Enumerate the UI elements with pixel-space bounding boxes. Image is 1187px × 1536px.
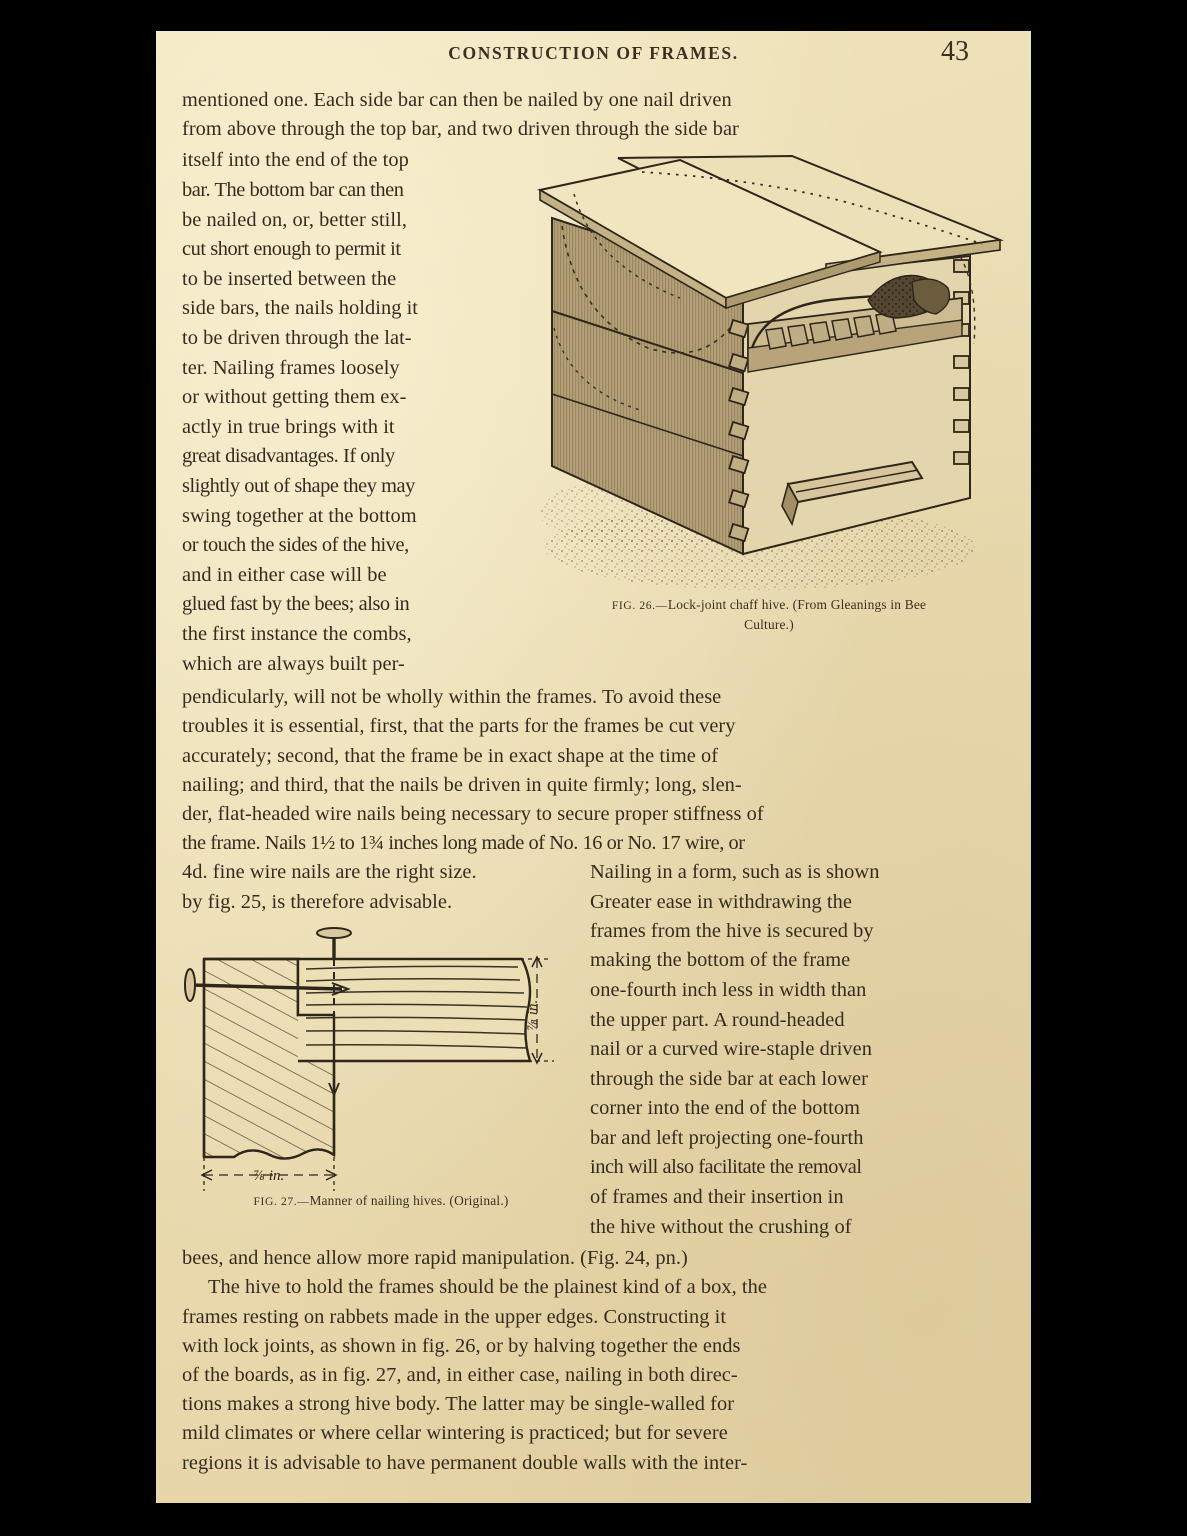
text-line: side bars, the nails holding it: [182, 297, 419, 320]
text-line: mild climates or where cellar wintering is practiced; but for severe: [182, 1422, 728, 1445]
text-line: which are always built per-: [182, 652, 405, 675]
text-line: or without getting them ex-: [182, 386, 407, 409]
text-line: the upper part. A round-headed: [590, 1008, 845, 1031]
text-line: from above through the top bar, and two driven through the side bar: [182, 118, 739, 141]
text-line: corner into the end of the bottom: [590, 1097, 861, 1120]
lock-joint-chaff-hive-illustration: [530, 148, 1008, 595]
text-line: regions it is advisable to have permanent double walls with the inter-: [182, 1451, 748, 1474]
text-line: the first instance the combs,: [182, 622, 412, 645]
text-line: accurately; second, that the frame be in exact shape at the time of: [182, 744, 719, 767]
text-line: itself into the end of the top: [182, 149, 409, 172]
figure-26-caption-text: Lock-joint chaff hive. (From Gleanings in Bee: [667, 597, 927, 613]
manner-of-nailing-hives-illustration: [182, 923, 580, 1191]
paragraph-split-lines: [182, 858, 1005, 916]
text-line: one-fourth inch less in width than: [590, 978, 867, 1001]
text-line: or touch the sides of the hive,: [182, 534, 409, 557]
text-line: to be inserted between the: [182, 267, 397, 290]
running-head: [156, 36, 1031, 73]
text-line: of the boards, as in fig. 27, and, in either case, nailing in both direc-: [182, 1364, 738, 1387]
text-line: pendicularly, will not be wholly within the frames. To avoid these: [182, 686, 722, 709]
figure-27-caption: [182, 1191, 580, 1211]
text-line: swing together at the bottom: [182, 504, 417, 527]
column-right-beside-figure-27: [590, 917, 1005, 1243]
figure-26-caption-text-2: Culture.): [744, 617, 794, 633]
paragraph-middle: [182, 683, 1005, 858]
text-line: actly in true brings with it: [182, 415, 395, 438]
text-line: frames from the hive is secured by: [590, 919, 874, 942]
text-line: cut short enough to permit it: [182, 238, 401, 261]
text-line: bar. The bottom bar can then: [182, 179, 404, 201]
text-line: making the bottom of the frame: [590, 949, 851, 972]
figure-27-caption-label: FIG. 27.—: [253, 1194, 310, 1208]
text-line: nailing; and third, that the nails be driven in quite firmly; long, slen-: [182, 773, 742, 796]
text-line: great disadvantages. If only: [182, 445, 395, 468]
text-line: bees, and hence allow more rapid manipulation. (Fig. 24, pn.): [182, 1247, 688, 1270]
figure-26-caption-label: FIG. 26.—: [611, 599, 668, 613]
paragraph-bottom: [182, 1244, 1005, 1478]
text-line: bar and left projecting one-fourth: [590, 1126, 864, 1149]
figure-27: [182, 923, 580, 1211]
book-page: [156, 31, 1031, 1503]
text-line: ter. Nailing frames loosely: [182, 356, 400, 379]
text-line: and in either case will be: [182, 563, 387, 586]
figure-26-caption: [530, 595, 1008, 634]
text-line: of frames and their insertion in: [590, 1186, 844, 1209]
text-line: Greater ease in withdrawing the: [590, 890, 852, 913]
text-line: nail or a curved wire-staple driven: [590, 1038, 873, 1061]
text-line: slightly out of shape they may: [182, 474, 415, 497]
text-line: 4d. fine wire nails are the right size.: [182, 861, 477, 884]
text-line: by fig. 25, is therefore advisable.: [182, 890, 453, 913]
figure-26-wrap-region: [182, 146, 1005, 679]
text-line: Nailing in a form, such as is shown: [590, 861, 880, 884]
page-number: 43: [941, 36, 969, 67]
figure-27-wrap-region: [182, 917, 1005, 1243]
text-line: the hive without the crushing of: [590, 1215, 852, 1238]
text-line: The hive to hold the frames should be the plainest kind of a box, the: [208, 1276, 767, 1299]
text-line: glued fast by the bees; also in: [182, 593, 410, 616]
text-line: frames resting on rabbets made in the upper edges. Constructing it: [182, 1305, 727, 1328]
running-head-title: CONSTRUCTION OF FRAMES.: [448, 43, 739, 63]
text-line: the frame. Nails 1½ to 1¾ inches long made of No. 16 or No. 17 wire, or: [182, 832, 745, 855]
figure-27-vertical-dimension-label: ⅞ in.: [525, 999, 541, 1030]
paragraph-top: [182, 86, 1005, 144]
text-line: through the side bar at each lower: [590, 1067, 868, 1090]
column-left-beside-figure-26: [182, 146, 518, 679]
figure-26: [530, 148, 1008, 634]
text-line: der, flat-headed wire nails being necessary to secure proper stiffness of: [182, 802, 764, 825]
figure-27-caption-text: Manner of nailing hives. (Original.): [309, 1192, 509, 1208]
text-body: [182, 86, 1005, 1478]
text-line: tions makes a strong hive body. The latter may be single-walled for: [182, 1393, 735, 1416]
text-line: troubles it is essential, first, that the parts for the frames be cut very: [182, 715, 736, 738]
text-line: with lock joints, as shown in fig. 26, or by halving together the ends: [182, 1334, 741, 1357]
text-line: inch will also facilitate the removal: [590, 1156, 862, 1179]
text-line: to be driven through the lat-: [182, 326, 412, 349]
text-line: mentioned one. Each side bar can then be nailed by one nail driven: [182, 89, 732, 111]
text-line: be nailed on, or, better still,: [182, 208, 407, 231]
figure-27-horizontal-dimension-label: ⅞ in.: [253, 1167, 285, 1184]
